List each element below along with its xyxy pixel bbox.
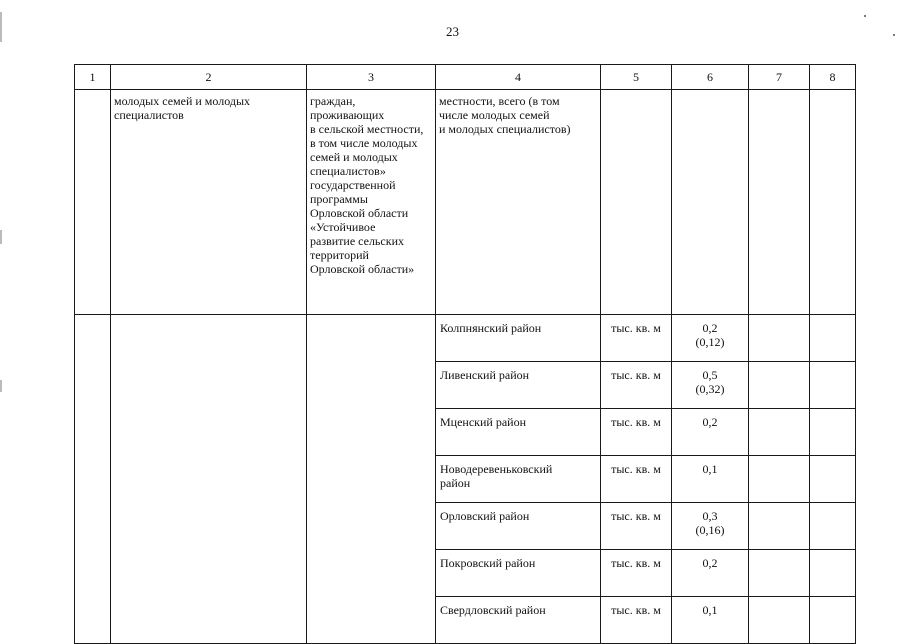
unit-cell: тыс. кв. м: [601, 597, 672, 644]
table-cell: [810, 315, 856, 362]
table-cell: [810, 503, 856, 550]
table-cell: [810, 550, 856, 597]
table-cell: [810, 362, 856, 409]
scan-mark: [0, 12, 2, 42]
header-cell: 8: [810, 65, 856, 90]
table-cell: [749, 315, 810, 362]
table-cell: [111, 315, 307, 644]
district-name: Колпнянский район: [436, 315, 601, 362]
table-cell: [749, 597, 810, 644]
unit-cell: тыс. кв. м: [601, 362, 672, 409]
program-name-cell: граждан, проживающих в сельской местности, в том числе молодых семей и молодых специалистов» государственной программы Орловской области «Устойчивое развитие сельских территорий Орловской области»: [307, 90, 436, 315]
unit-cell: тыс. кв. м: [601, 315, 672, 362]
table-cell: [749, 550, 810, 597]
table-cell: [749, 362, 810, 409]
header-cell: 2: [111, 65, 307, 90]
indicator-name-cell: местности, всего (в том числе молодых семей и молодых специалистов): [436, 90, 601, 315]
scan-mark: [0, 380, 2, 392]
measure-description-cell: молодых семей и молодых специалистов: [111, 90, 307, 315]
scan-mark: [893, 34, 895, 36]
intro-row: [75, 90, 856, 315]
table-cell: [810, 409, 856, 456]
value-cell: 0,1: [672, 597, 749, 644]
unit-cell: тыс. кв. м: [601, 456, 672, 503]
table-cell: [749, 503, 810, 550]
unit-cell: тыс. кв. м: [601, 550, 672, 597]
district-name: Ливенский район: [436, 362, 601, 409]
table-cell: [749, 409, 810, 456]
scan-mark: [0, 230, 2, 244]
unit-cell: тыс. кв. м: [601, 503, 672, 550]
district-name: Новодеревеньковский район: [436, 456, 601, 503]
district-name: Свердловский район: [436, 597, 601, 644]
value-cell: 0,2 (0,12): [672, 315, 749, 362]
header-cell: 1: [75, 65, 111, 90]
table-cell: [810, 597, 856, 644]
page-number: 23: [446, 24, 459, 39]
table-cell: [749, 456, 810, 503]
table-cell: [749, 90, 810, 315]
scan-mark: [864, 15, 866, 17]
value-cell: 0,1: [672, 456, 749, 503]
unit-cell: тыс. кв. м: [601, 409, 672, 456]
header-cell: 5: [601, 65, 672, 90]
table-cell: [601, 90, 672, 315]
table-cell: [810, 456, 856, 503]
table-row: [75, 315, 856, 362]
header-cell: 3: [307, 65, 436, 90]
value-cell: 0,2: [672, 409, 749, 456]
table-cell: [75, 90, 111, 315]
table-cell: [672, 90, 749, 315]
header-cell: 7: [749, 65, 810, 90]
table-cell: [810, 90, 856, 315]
district-name: Орловский район: [436, 503, 601, 550]
program-indicators-table: [74, 64, 856, 644]
table-cell: [75, 315, 111, 644]
value-cell: 0,3 (0,16): [672, 503, 749, 550]
value-cell: 0,2: [672, 550, 749, 597]
district-name: Покровский район: [436, 550, 601, 597]
header-cell: 6: [672, 65, 749, 90]
district-name: Мценский район: [436, 409, 601, 456]
header-row: [75, 65, 856, 90]
header-cell: 4: [436, 65, 601, 90]
value-cell: 0,5 (0,32): [672, 362, 749, 409]
table-cell: [307, 315, 436, 644]
